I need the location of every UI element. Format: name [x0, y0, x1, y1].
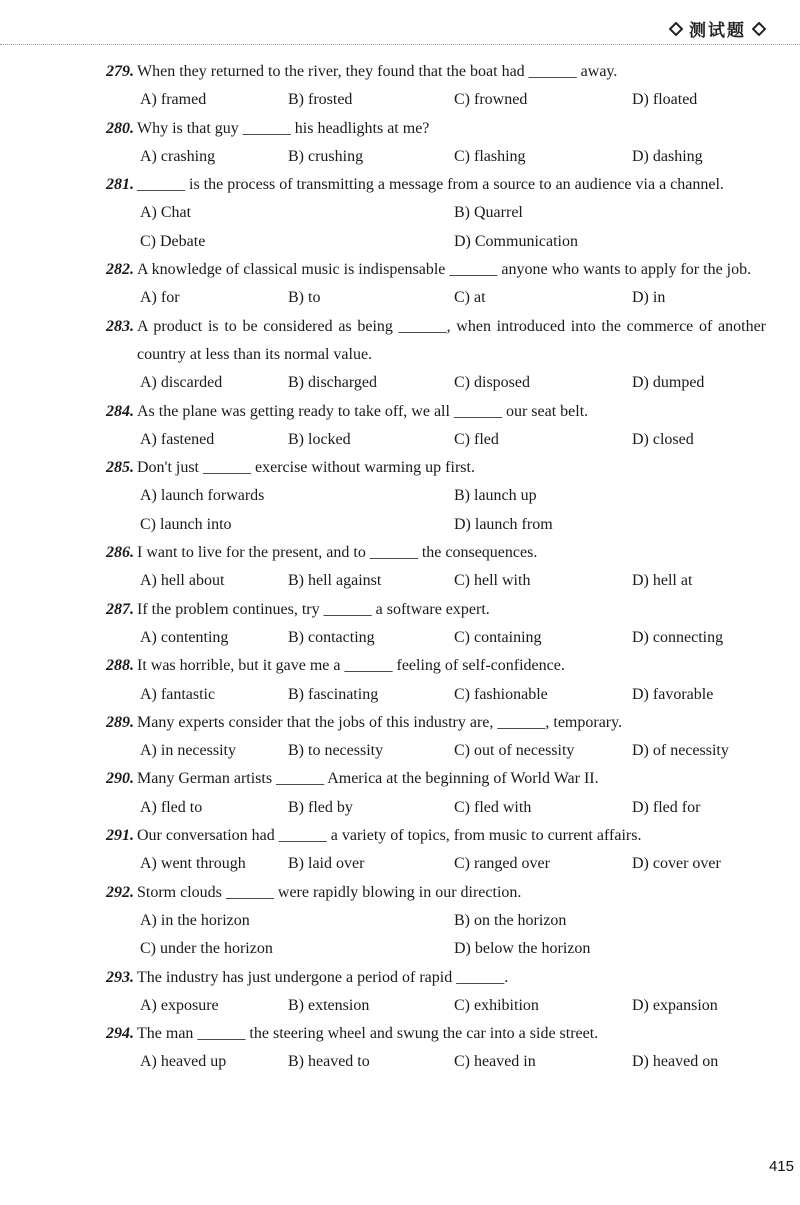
option-c: C) flashing: [454, 147, 526, 165]
question-stem: Storm clouds ______ were rapidly blowing in our direction.: [137, 883, 522, 901]
question-stem: Don't just ______ exercise without warming up first.: [137, 459, 475, 477]
option-c: C) fled: [454, 430, 499, 448]
option-b: B) fled by: [288, 798, 353, 816]
option-a: A) fled to: [140, 798, 203, 816]
option-b: B) extension: [288, 996, 370, 1014]
option-d: D) closed: [632, 430, 694, 448]
option-a: A) crashing: [140, 147, 216, 165]
option-c: C) hell with: [454, 572, 531, 590]
option-a: A) in necessity: [140, 742, 236, 760]
question-number: 290.: [106, 770, 134, 788]
option-c: C) disposed: [454, 374, 530, 392]
option-b: B) fascinating: [288, 685, 379, 703]
option-d: D) hell at: [632, 572, 693, 590]
question-281: [82, 171, 766, 256]
question-stem: The man ______ the steering wheel and swung the car into a side street.: [137, 1025, 599, 1043]
question-number: 289.: [106, 713, 134, 731]
question-number: 280.: [106, 119, 134, 137]
question-number: 279.: [106, 63, 134, 80]
option-a: A) launch forwards: [140, 487, 265, 505]
option-b: B) on the horizon: [454, 911, 567, 929]
option-c: C) exhibition: [454, 996, 539, 1014]
option-d: D) connecting: [632, 628, 724, 646]
question-number: 288.: [106, 657, 134, 675]
options: [82, 794, 766, 822]
option-d: D) below the horizon: [454, 940, 591, 958]
question-stem: A knowledge of classical music is indispensable ______ anyone who wants to apply for the job.: [137, 261, 752, 279]
options: [82, 143, 766, 171]
question-289: [82, 709, 766, 766]
option-a: A) discarded: [140, 374, 223, 392]
options: [82, 737, 766, 765]
option-a: A) hell about: [140, 572, 225, 590]
option-a: A) exposure: [140, 996, 219, 1014]
option-a: A) Chat: [140, 204, 192, 222]
question-number: 287.: [106, 600, 134, 618]
page-number: 415: [768, 1158, 794, 1175]
question-number: 286.: [106, 544, 134, 562]
question-stem: A product is to be considered as being ______, when introduced into the commerce of another country at less than its normal value.: [137, 317, 766, 363]
question-291: [82, 822, 766, 879]
option-c: C) under the horizon: [140, 940, 273, 958]
question-280: [82, 115, 766, 172]
option-d: D) dashing: [632, 147, 703, 165]
options: [82, 681, 766, 709]
question-stem: It was horrible, but it gave me a ______ feeling of self-confidence.: [137, 657, 565, 675]
diamond-outline-icon: [669, 22, 683, 36]
option-a: A) framed: [140, 91, 207, 109]
option-a: A) went through: [140, 855, 246, 873]
option-d: D) expansion: [632, 996, 718, 1014]
question-292: [82, 879, 766, 964]
option-d: D) in: [632, 289, 666, 307]
option-a: A) in the horizon: [140, 911, 250, 929]
option-d: D) heaved on: [632, 1053, 719, 1071]
option-b: B) heaved to: [288, 1053, 370, 1071]
option-c: C) Debate: [140, 232, 206, 250]
diamond-outline-icon: [752, 22, 766, 36]
question-number: 294.: [106, 1025, 134, 1043]
question-stem: When they returned to the river, they found that the boat had ______ away.: [137, 63, 618, 80]
question-number: 285.: [106, 459, 134, 477]
question-279: [82, 58, 766, 115]
option-d: D) favorable: [632, 685, 714, 703]
question-285: [82, 454, 766, 539]
options: [82, 86, 766, 114]
option-c: C) heaved in: [454, 1053, 536, 1071]
option-c: C) at: [454, 289, 486, 307]
question-number: 292.: [106, 883, 134, 901]
option-d: D) cover over: [632, 855, 721, 873]
question-number: 284.: [106, 402, 134, 420]
options: [82, 992, 766, 1020]
question-number: 293.: [106, 968, 134, 986]
option-b: B) to: [288, 289, 321, 307]
options: [82, 482, 766, 539]
options: [82, 624, 766, 652]
question-stem: I want to live for the present, and to ______ the consequences.: [137, 544, 538, 562]
question-283: [82, 313, 766, 398]
option-a: A) fantastic: [140, 685, 216, 703]
option-d: D) dumped: [632, 374, 705, 392]
option-c: C) out of necessity: [454, 742, 575, 760]
question-288: [82, 652, 766, 709]
option-d: D) of necessity: [632, 742, 729, 760]
question-290: [82, 765, 766, 822]
question-293: [82, 964, 766, 1021]
option-c: C) containing: [454, 628, 542, 646]
option-b: B) launch up: [454, 487, 537, 505]
question-282: [82, 256, 766, 313]
option-a: A) heaved up: [140, 1053, 227, 1071]
option-c: C) launch into: [140, 515, 232, 533]
question-287: [82, 596, 766, 653]
page-header: [669, 16, 766, 41]
question-stem: If the problem continues, try ______ a software expert.: [137, 600, 490, 618]
question-stem: ______ is the process of transmitting a message from a source to an audience via a channel.: [137, 176, 724, 194]
option-b: B) discharged: [288, 374, 378, 392]
option-d: D) fled for: [632, 798, 701, 816]
option-d: D) floated: [632, 91, 698, 109]
option-a: A) for: [140, 289, 180, 307]
option-d: D) Communication: [454, 232, 578, 250]
option-b: B) to necessity: [288, 742, 384, 760]
option-c: C) fled with: [454, 798, 532, 816]
header-divider: [0, 44, 800, 45]
question-294: [82, 1020, 766, 1077]
question-number: 282.: [106, 261, 134, 279]
question-number: 281.: [106, 176, 134, 194]
option-d: D) launch from: [454, 515, 553, 533]
options: [82, 1048, 766, 1076]
question-286: [82, 539, 766, 596]
options: [82, 907, 766, 964]
options: [82, 426, 766, 454]
options: [82, 284, 766, 312]
question-284: [82, 398, 766, 455]
option-c: C) frowned: [454, 91, 528, 109]
option-b: B) laid over: [288, 855, 365, 873]
option-a: A) contenting: [140, 628, 229, 646]
header-title: 测试题: [689, 21, 746, 41]
question-number: 283.: [106, 317, 134, 335]
question-stem: Many German artists ______ America at the beginning of World War II.: [137, 770, 599, 788]
option-a: A) fastened: [140, 430, 215, 448]
question-stem: Many experts consider that the jobs of this industry are, ______, temporary.: [137, 713, 623, 731]
options: [82, 567, 766, 595]
option-b: B) crushing: [288, 147, 364, 165]
options: [82, 850, 766, 878]
question-stem: Why is that guy ______ his headlights at me?: [137, 119, 430, 137]
option-c: C) ranged over: [454, 855, 550, 873]
option-b: B) contacting: [288, 628, 375, 646]
option-b: B) hell against: [288, 572, 382, 590]
option-b: B) Quarrel: [454, 204, 523, 222]
question-list: [82, 58, 766, 1077]
question-stem: As the plane was getting ready to take off, we all ______ our seat belt.: [137, 402, 589, 420]
option-b: B) locked: [288, 430, 351, 448]
option-b: B) frosted: [288, 91, 353, 109]
option-c: C) fashionable: [454, 685, 548, 703]
question-stem: The industry has just undergone a period of rapid ______.: [137, 968, 509, 986]
question-number: 291.: [106, 827, 134, 845]
question-stem: Our conversation had ______ a variety of topics, from music to current affairs.: [137, 827, 642, 845]
options: [82, 199, 766, 256]
options: [82, 369, 766, 397]
